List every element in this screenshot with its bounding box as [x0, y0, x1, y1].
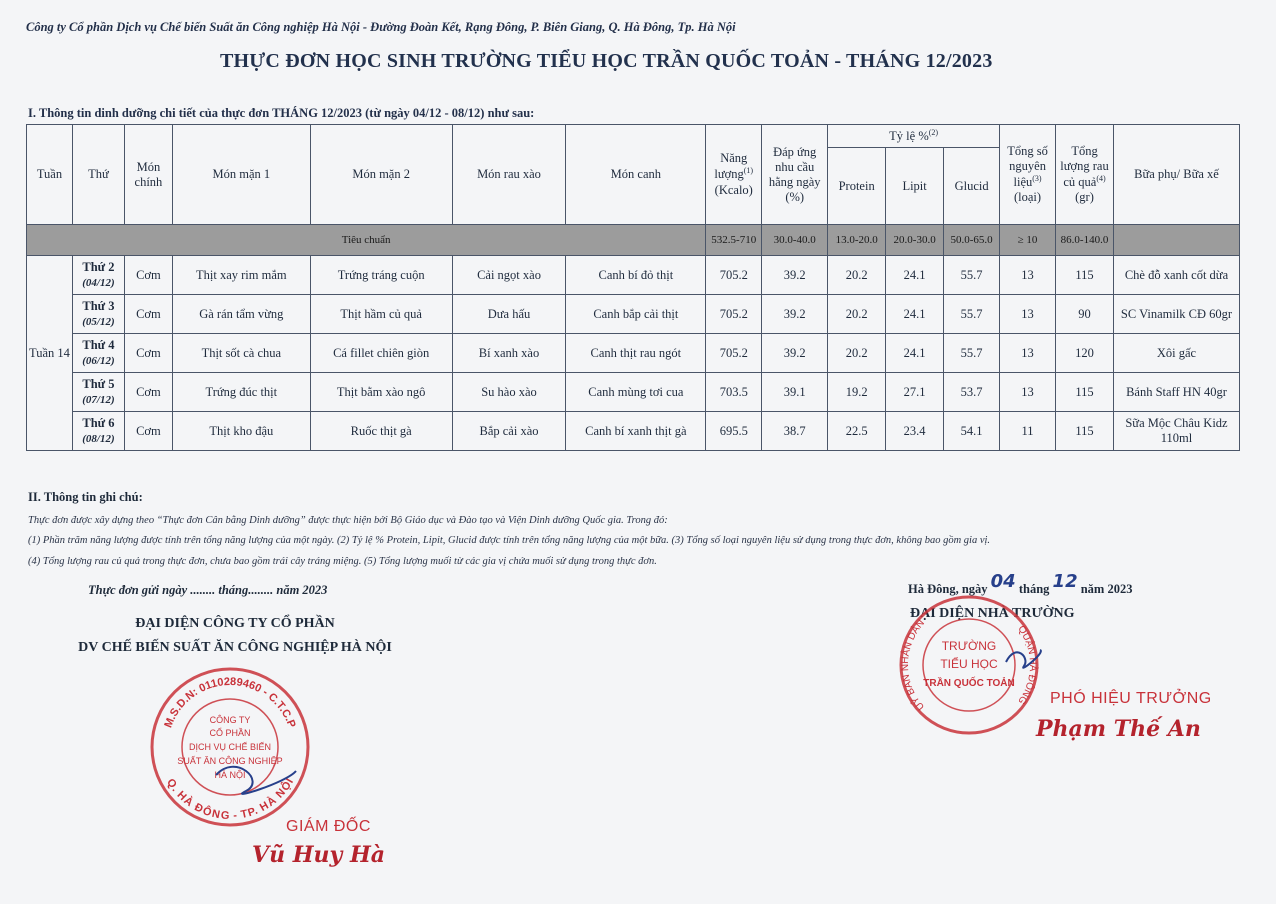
day-cell [72, 295, 124, 334]
day-date: (07/12) [82, 394, 115, 406]
energy-cell: 705.2 [706, 256, 762, 295]
handwritten-month: 12 [1052, 571, 1078, 592]
snack-cell: Chè đỗ xanh cốt dừa [1113, 256, 1239, 295]
school-stamp-line: TRƯỜNG [941, 639, 997, 653]
col-salty2-header: Món mặn 2 [310, 125, 452, 225]
snack-cell: Xôi gấc [1113, 334, 1239, 373]
day-cell [72, 256, 124, 295]
section-1-heading: I. Thông tin dinh dưỡng chi tiết của thực đơn THÁNG 12/2023 (từ ngày 04/12 - 08/12) như sau: [28, 106, 535, 120]
school-stamp-ring-right: QUẬN HÀ ĐÔNG [1015, 623, 1039, 707]
glucid-cell: 54.1 [944, 412, 1000, 451]
energy-cell: 705.2 [706, 295, 762, 334]
col-soup-header: Món canh [566, 125, 706, 225]
lipit-cell: 24.1 [886, 295, 944, 334]
ingredients-cell: 13 [1000, 373, 1056, 412]
week-cell: Tuần 14 [27, 256, 73, 451]
veg-cell: Bí xanh xào [452, 334, 566, 373]
salty1-cell: Thịt xay rim mắm [172, 256, 310, 295]
standard-demand: 30.0-40.0 [762, 225, 828, 256]
main-cell: Cơm [124, 412, 172, 451]
veg-total-sup: (4) [1096, 173, 1106, 183]
note-line-2: (4) Tổng lượng rau củ quả trong thực đơn, chưa bao gồm trái cây tráng miệng. (5) Tổng lượng muối từ các gia vị chứa muối sử dụng trong thực đơn. [28, 556, 657, 567]
demand-cell: 38.7 [762, 412, 828, 451]
table-header-row-1 [27, 125, 1240, 148]
company-signatory-name: Vũ Huy Hà [252, 842, 385, 868]
veg-total-label: Tổng lượng rau củ quả [1060, 143, 1109, 190]
table-row [27, 295, 1240, 334]
veg-total-unit: (gr) [1075, 190, 1094, 205]
glucid-cell: 55.7 [944, 334, 1000, 373]
school-signatory-name: Phạm Thế An [1036, 716, 1201, 742]
energy-label: Năng lượng [714, 151, 748, 182]
salty2-cell: Trứng tráng cuộn [310, 256, 452, 295]
demand-cell: 39.2 [762, 334, 828, 373]
company-stamp-line: DỊCH VỤ CHẾ BIẾN [188, 742, 272, 752]
salty2-cell: Thịt bằm xào ngô [310, 373, 452, 412]
day-name: Thứ 4 [82, 338, 115, 352]
day-name: Thứ 6 [82, 416, 115, 430]
note-line-1: (1) Phần trăm năng lượng được tính trên tổng năng lượng của một ngày. (2) Tỷ lệ % Protein, Lipit, Glucid được tính trên tổng năng lượng của một bữa. (3) Tổng số loại nguyên liệu sử dụng trong thực đơn, không bao gồm gia vị. [28, 535, 991, 546]
place-year: năm 2023 [1080, 582, 1133, 596]
protein-cell: 20.2 [828, 334, 886, 373]
veg-cell: Cải ngọt xào [452, 256, 566, 295]
veg-total-cell: 115 [1056, 412, 1114, 451]
ratio-label: Tỷ lệ % [889, 129, 929, 144]
energy-cell: 695.5 [706, 412, 762, 451]
lipit-cell: 24.1 [886, 256, 944, 295]
col-day-header: Thứ [72, 125, 124, 225]
day-date: (05/12) [82, 316, 115, 328]
veg-total-cell: 90 [1056, 295, 1114, 334]
standard-label: Tiêu chuẩn [27, 225, 706, 256]
veg-cell: Dưa hấu [452, 295, 566, 334]
table-row [27, 412, 1240, 451]
company-rep-line-2: DV CHẾ BIẾN SUẤT ĂN CÔNG NGHIỆP HÀ NỘI [78, 640, 392, 655]
day-cell [72, 373, 124, 412]
ingredients-unit: (loại) [1014, 190, 1042, 205]
col-protein-header: Protein [828, 148, 886, 225]
col-ratio-header [828, 125, 1000, 148]
ingredients-cell: 11 [1000, 412, 1056, 451]
table-row [27, 373, 1240, 412]
ingredients-cell: 13 [1000, 334, 1056, 373]
table-row [27, 256, 1240, 295]
soup-cell: Canh bí xanh thịt gà [566, 412, 706, 451]
place-month-label: tháng [1018, 582, 1050, 596]
snack-cell: Sữa Mộc Châu Kidz 110ml [1113, 412, 1239, 451]
sent-date-line: Thực đơn gửi ngày ........ tháng........ năm 2023 [88, 583, 328, 597]
col-energy-header [706, 125, 762, 225]
col-demand-header [762, 125, 828, 225]
company-representative-title [20, 612, 450, 660]
company-stamp-ring-top: M.S.D.N: 0110289460 - C.T.C.P [162, 675, 298, 730]
protein-cell: 20.2 [828, 295, 886, 334]
main-cell: Cơm [124, 334, 172, 373]
energy-sup: (1) [743, 166, 754, 176]
company-stamp [146, 663, 314, 831]
salty1-cell: Trứng đúc thịt [172, 373, 310, 412]
soup-cell: Canh bắp cải thịt [566, 295, 706, 334]
snack-cell: SC Vinamilk CĐ 60gr [1113, 295, 1239, 334]
standard-ingredients: ≥ 10 [1000, 225, 1056, 256]
demand-cell: 39.2 [762, 295, 828, 334]
energy-cell: 703.5 [706, 373, 762, 412]
demand-cell: 39.2 [762, 256, 828, 295]
standard-energy: 532.5-710 [706, 225, 762, 256]
ingredients-cell: 13 [1000, 256, 1056, 295]
school-stamp-line: TRẦN QUỐC TOẢN [923, 678, 1015, 689]
protein-cell: 20.2 [828, 256, 886, 295]
col-veg-header: Món rau xào [452, 125, 566, 225]
company-signatory-role: GIÁM ĐỐC [286, 818, 371, 835]
day-name: Thứ 2 [82, 260, 115, 274]
ingredients-label: Tổng số nguyên liệu [1007, 143, 1048, 190]
standard-veg-total: 86.0-140.0 [1056, 225, 1114, 256]
soup-cell: Canh bí đỏ thịt [566, 256, 706, 295]
day-date: (04/12) [82, 277, 115, 289]
day-name: Thứ 3 [82, 299, 115, 313]
school-stamp-ring-left: UỶ BAN NHÂN DÂN [899, 617, 927, 713]
salty2-cell: Ruốc thịt gà [310, 412, 452, 451]
company-stamp-line: SUẤT ĂN CÔNG NGHIỆP [177, 756, 283, 766]
col-ingredients-header [1000, 125, 1056, 225]
protein-cell: 19.2 [828, 373, 886, 412]
standard-glucid: 50.0-65.0 [944, 225, 1000, 256]
day-date: (08/12) [82, 433, 115, 445]
standard-lipit: 20.0-30.0 [886, 225, 944, 256]
ingredients-cell: 13 [1000, 295, 1056, 334]
lipit-cell: 24.1 [886, 334, 944, 373]
main-cell: Cơm [124, 373, 172, 412]
lipit-cell: 27.1 [886, 373, 944, 412]
main-cell: Cơm [124, 256, 172, 295]
school-stamp [896, 592, 1042, 738]
soup-cell: Canh thịt rau ngót [566, 334, 706, 373]
company-address-line: Công ty Cổ phần Dịch vụ Chế biến Suất ăn Công nghiệp Hà Nội - Đường Đoàn Kết, Rạng Đông, P. Biên Giang, Q. Hà Đông, Tp. Hà Nội [26, 20, 736, 34]
school-stamp-line: TIỂU HỌC [940, 657, 998, 671]
main-cell: Cơm [124, 295, 172, 334]
ingredients-sup: (3) [1032, 173, 1042, 183]
glucid-cell: 55.7 [944, 295, 1000, 334]
company-rep-line-1: ĐẠI DIỆN CÔNG TY CỔ PHẦN [135, 616, 335, 631]
veg-cell: Su hào xào [452, 373, 566, 412]
salty1-cell: Thịt sốt cà chua [172, 334, 310, 373]
veg-total-cell: 115 [1056, 373, 1114, 412]
page-title: THỰC ĐƠN HỌC SINH TRƯỜNG TIỂU HỌC TRẦN QUỐC TOẢN - THÁNG 12/2023 [220, 50, 993, 72]
demand-label: Đáp ứng nhu cầu hằng ngày [768, 144, 821, 189]
standard-snack [1113, 225, 1239, 256]
day-date: (06/12) [82, 355, 115, 367]
salty1-cell: Thịt kho đậu [172, 412, 310, 451]
note-intro: Thực đơn được xây dựng theo “Thực đơn Cân bằng Dinh dưỡng” được thực hiện bởi Bộ Giáo dục và Đào tạo và Viện Dinh dưỡng Quốc gia. Trong đó: [28, 515, 668, 526]
veg-cell: Bắp cải xào [452, 412, 566, 451]
handwritten-day: 04 [990, 571, 1016, 592]
col-lipit-header: Lipit [886, 148, 944, 225]
school-representative-title: ĐẠI DIỆN NHÀ TRƯỜNG [910, 606, 1075, 621]
salty2-cell: Thịt hầm củ quả [310, 295, 452, 334]
salty2-cell: Cá fillet chiên giòn [310, 334, 452, 373]
company-stamp-ring-bottom: Q. HÀ ĐÔNG - TP. HÀ NỘI [164, 776, 297, 823]
energy-cell: 705.2 [706, 334, 762, 373]
veg-total-cell: 115 [1056, 256, 1114, 295]
ratio-sup: (2) [928, 127, 939, 137]
day-name: Thứ 5 [82, 377, 115, 391]
col-glucid-header: Glucid [944, 148, 1000, 225]
company-stamp-line: HÀ NỘI [214, 770, 246, 780]
lipit-cell: 23.4 [886, 412, 944, 451]
company-stamp-line: CÔNG TY [209, 715, 251, 725]
nutrition-menu-table [26, 124, 1240, 451]
company-stamp-line: CỔ PHẦN [209, 728, 251, 738]
section-2-heading: II. Thông tin ghi chú: [28, 490, 143, 504]
col-snack-header: Bữa phụ/ Bữa xế [1113, 125, 1239, 225]
glucid-cell: 53.7 [944, 373, 1000, 412]
school-signatory-role: PHÓ HIỆU TRƯỞNG [1050, 690, 1212, 707]
demand-unit: (%) [785, 189, 805, 204]
soup-cell: Canh mùng tơi cua [566, 373, 706, 412]
day-cell [72, 412, 124, 451]
veg-total-cell: 120 [1056, 334, 1114, 373]
protein-cell: 22.5 [828, 412, 886, 451]
col-salty1-header: Món mặn 1 [172, 125, 310, 225]
place-date-prefix: Hà Đông, ngày [908, 582, 988, 596]
standard-protein: 13.0-20.0 [828, 225, 886, 256]
col-week-header: Tuần [27, 125, 73, 225]
demand-cell: 39.1 [762, 373, 828, 412]
day-cell [72, 334, 124, 373]
salty1-cell: Gà rán tẩm vừng [172, 295, 310, 334]
table-row [27, 334, 1240, 373]
energy-unit: (Kcalo) [714, 182, 753, 197]
standard-row [27, 225, 1240, 256]
glucid-cell: 55.7 [944, 256, 1000, 295]
snack-cell: Bánh Staff HN 40gr [1113, 373, 1239, 412]
col-main-header: Món chính [124, 125, 172, 225]
col-veg-total-header [1056, 125, 1114, 225]
